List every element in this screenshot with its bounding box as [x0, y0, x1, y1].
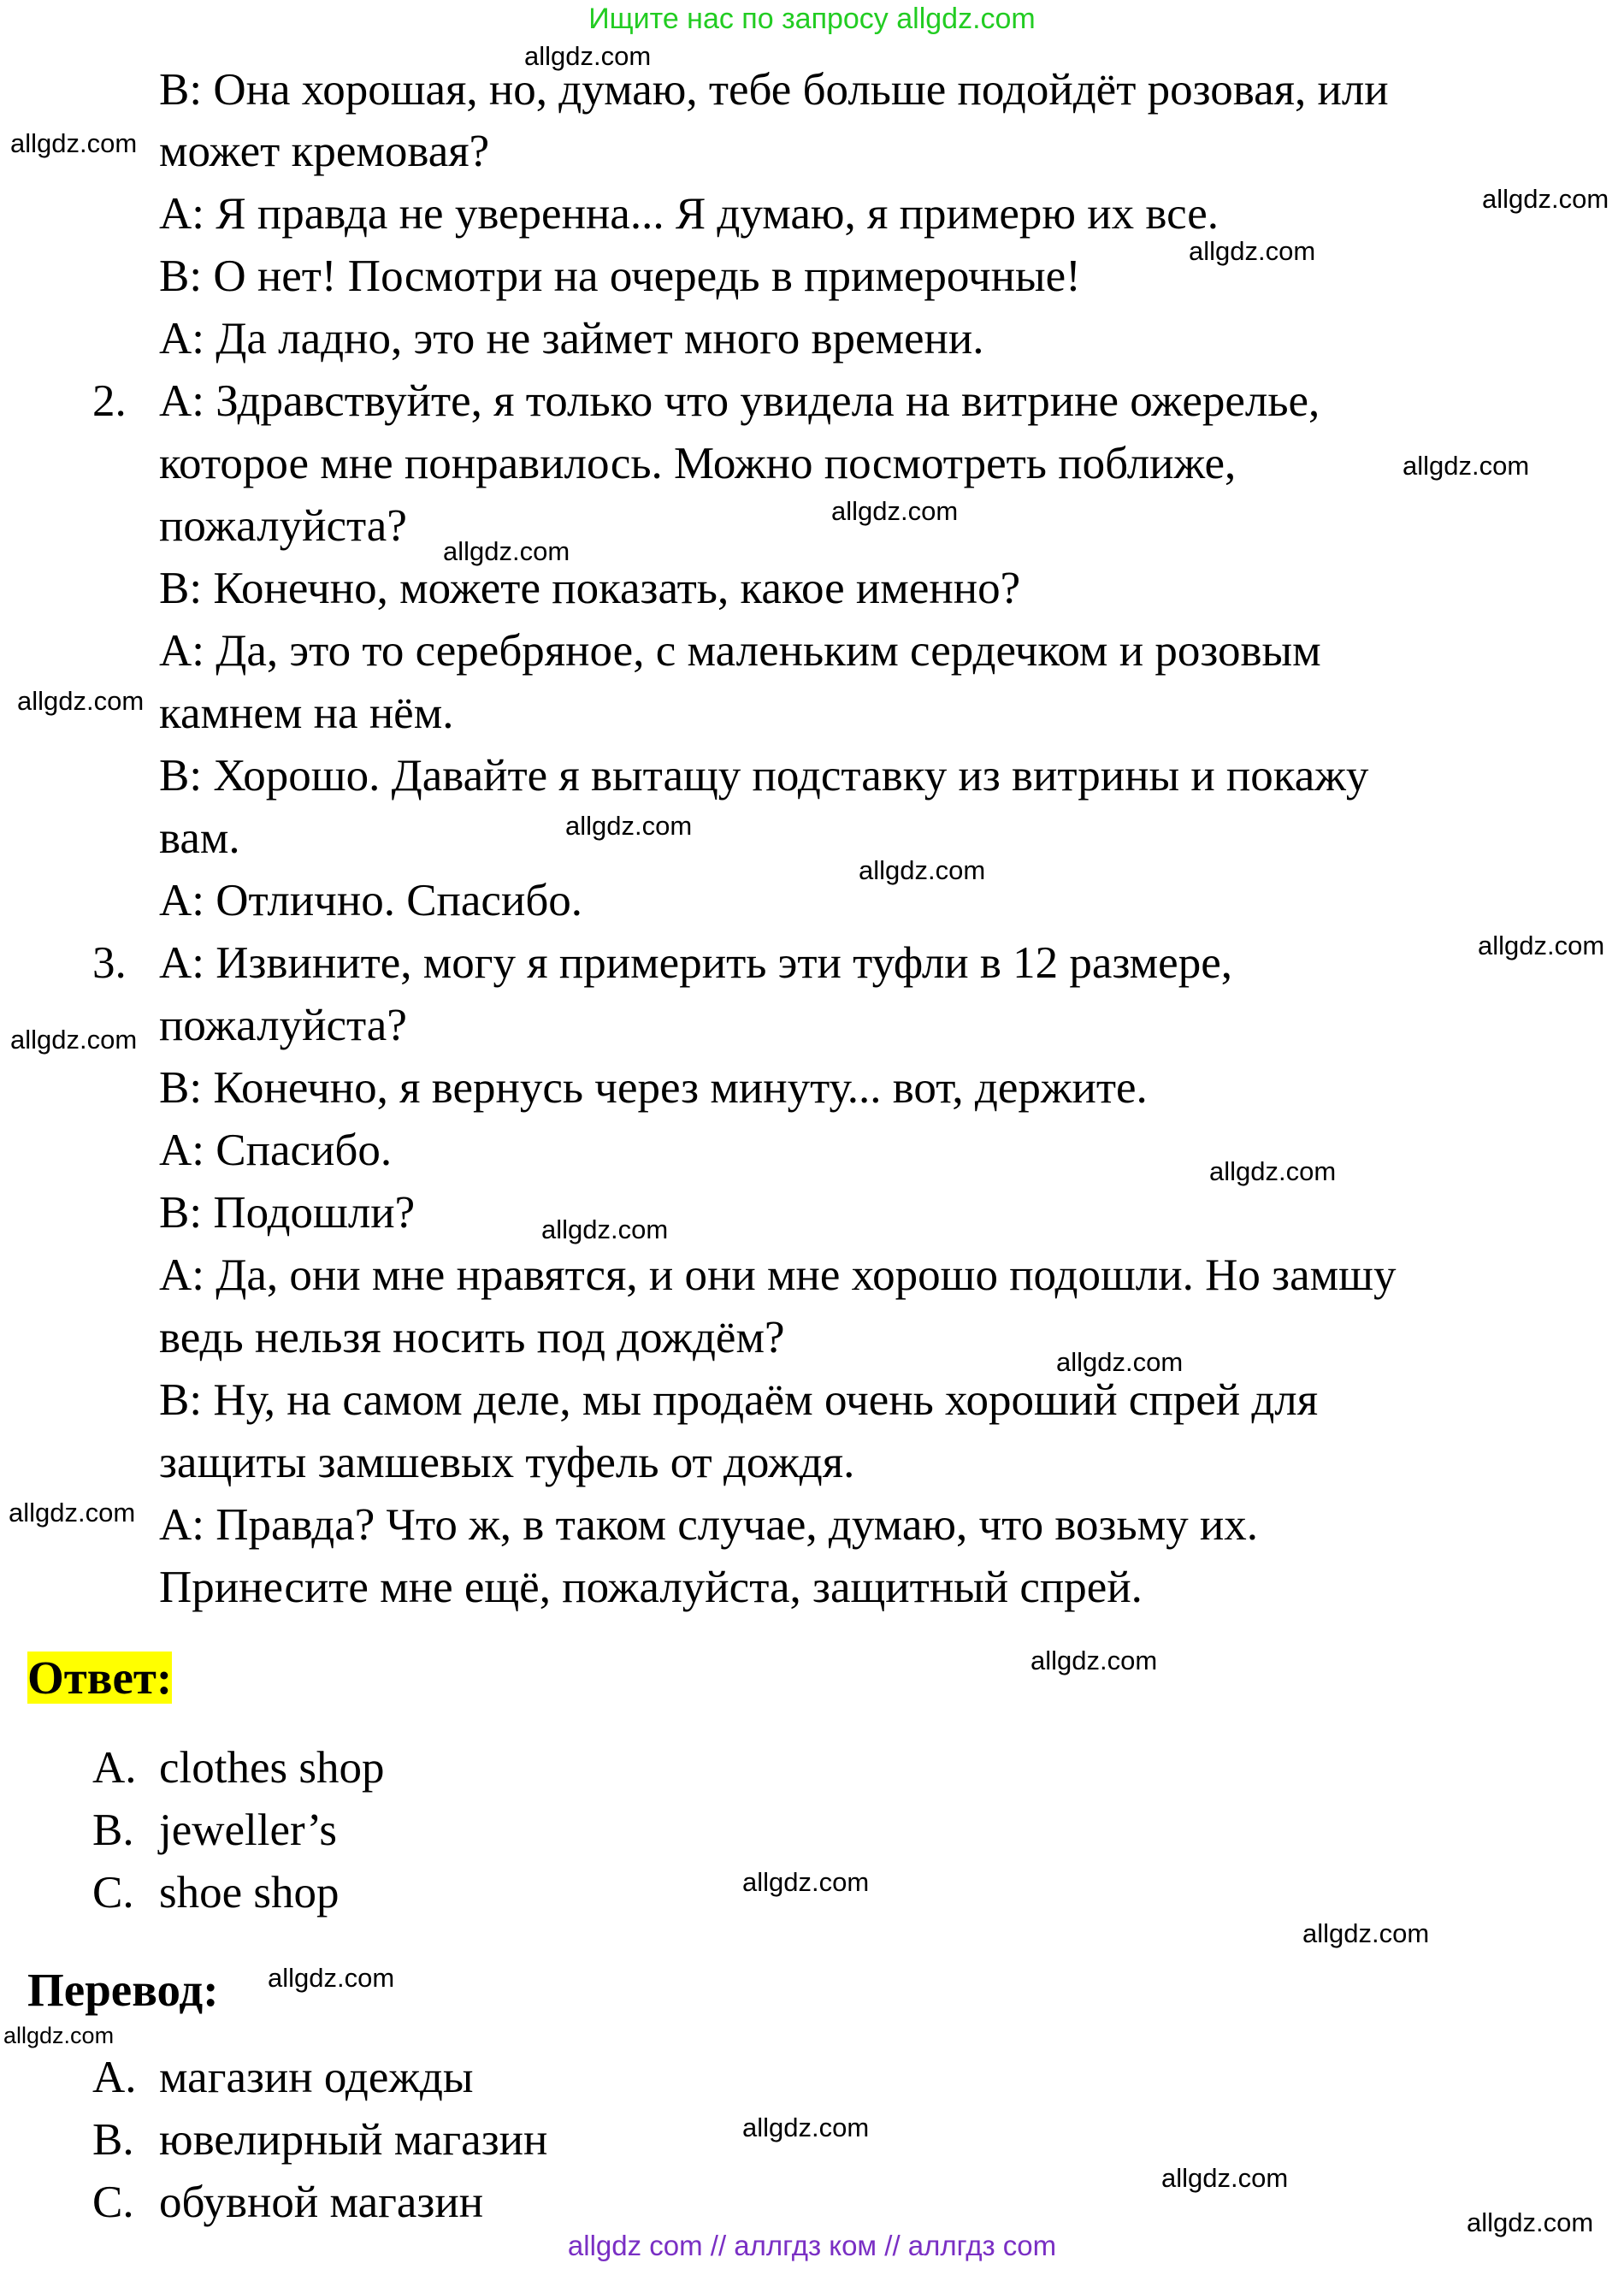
watermark: allgdz.com: [524, 41, 652, 71]
answer-letter: C.: [92, 1868, 134, 1918]
watermark: allgdz.com: [859, 855, 986, 885]
dialogue-line: A: Да, они мне нравятся, и они мне хорошо подошли. Но замшу: [159, 1250, 1397, 1300]
answer-letter: A.: [92, 1743, 137, 1793]
watermark: allgdz.com: [541, 1214, 669, 1244]
dialogue-line: A: Да, это то серебряное, с маленьким сердечком и розовым: [159, 626, 1321, 676]
watermark: allgdz.com: [1467, 2207, 1594, 2237]
watermark: allgdz.com: [1056, 1347, 1184, 1377]
watermark: allgdz.com: [1302, 1918, 1430, 1948]
dialogue-line: A: Да ладно, это не займет много времени.: [159, 314, 984, 363]
dialogue-line: B: Конечно, я вернусь через минуту... вот, держите.: [159, 1063, 1148, 1113]
answer-text: clothes shop: [159, 1743, 385, 1793]
watermark: allgdz.com: [268, 1963, 395, 1993]
translation-text: обувной магазин: [159, 2178, 484, 2227]
watermark: allgdz.com: [742, 2112, 870, 2142]
dialogue-line: B: Хорошо. Давайте я вытащу подставку из витрины и покажу: [159, 751, 1369, 801]
translation-letter: A.: [92, 2053, 137, 2102]
watermark: allgdz.com: [1161, 2163, 1289, 2193]
dialogue-line: защиты замшевых туфель от дождя.: [159, 1438, 855, 1487]
dialogue-line: может кремовая?: [159, 127, 490, 176]
watermark: allgdz.com: [10, 1025, 138, 1055]
dialogue-line: A: Спасибо.: [159, 1126, 393, 1175]
dialogue-line: A: Правда? Что ж, в таком случае, думаю, что возьму их.: [159, 1500, 1259, 1550]
dialogue-line: B: Ну, на самом деле, мы продаём очень хороший спрей для: [159, 1375, 1319, 1425]
watermark: allgdz.com: [831, 496, 959, 526]
watermark: allgdz.com: [1189, 236, 1316, 266]
dialogue-line: B: Конечно, можете показать, какое именно?: [159, 564, 1021, 613]
dialogue-line: пожалуйста?: [159, 501, 407, 551]
watermark: allgdz.com: [9, 1498, 136, 1528]
item-number: 2.: [92, 376, 127, 426]
watermark: allgdz.com: [1482, 184, 1609, 214]
dialogue-line: A: Извините, могу я примерить эти туфли в 12 размере,: [159, 938, 1232, 988]
bottom-banner[interactable]: allgdz com // аллгдз ком // аллгдз com: [567, 2230, 1057, 2261]
translation-letter: C.: [92, 2178, 134, 2227]
watermark: allgdz.com: [1478, 931, 1605, 960]
dialogue-line: A: Отлично. Спасибо.: [159, 876, 583, 925]
translation-text: ювелирный магазин: [159, 2115, 548, 2165]
translation-heading: Перевод:: [27, 1964, 219, 2016]
watermark: allgdz.com: [10, 128, 138, 158]
dialogue-line: вам.: [159, 813, 240, 863]
answer-letter: B.: [92, 1805, 134, 1855]
answer-heading: Ответ:: [27, 1652, 173, 1704]
dialogue-line: A: Здравствуйте, я только что увидела на витрине ожерелье,: [159, 376, 1320, 426]
watermark: allgdz.com: [1209, 1156, 1337, 1186]
watermark: allgdz.com: [3, 2023, 115, 2048]
dialogue-line: B: О нет! Посмотри на очередь в примерочные!: [159, 251, 1081, 301]
answer-text: shoe shop: [159, 1868, 340, 1918]
translation-letter: B.: [92, 2115, 134, 2165]
item-number: 3.: [92, 938, 127, 988]
dialogue-line: ведь нельзя носить под дождём?: [159, 1313, 785, 1362]
dialogue-line: Принесите мне ещё, пожалуйста, защитный спрей.: [159, 1563, 1143, 1612]
watermark: allgdz.com: [1403, 451, 1530, 481]
dialogue-line: камнем на нём.: [159, 688, 454, 738]
dialogue-line: пожалуйста?: [159, 1001, 407, 1050]
top-banner[interactable]: Ищите нас по запросу allgdz.com: [588, 3, 1036, 35]
watermark: allgdz.com: [742, 1867, 870, 1897]
watermark: allgdz.com: [565, 811, 693, 841]
dialogue-line: которое мне понравилось. Можно посмотреть поближе,: [159, 439, 1237, 488]
dialogue-line: B: Подошли?: [159, 1188, 416, 1238]
watermark: allgdz.com: [443, 536, 570, 566]
dialogue-line: A: Я правда не уверенна... Я думаю, я примерю их все.: [159, 189, 1219, 239]
watermark: allgdz.com: [1031, 1646, 1158, 1675]
translation-text: магазин одежды: [159, 2053, 474, 2102]
dialogue-line: B: Она хорошая, но, думаю, тебе больше подойдёт розовая, или: [159, 65, 1389, 115]
answer-text: jeweller’s: [159, 1805, 337, 1855]
watermark: allgdz.com: [17, 686, 145, 716]
